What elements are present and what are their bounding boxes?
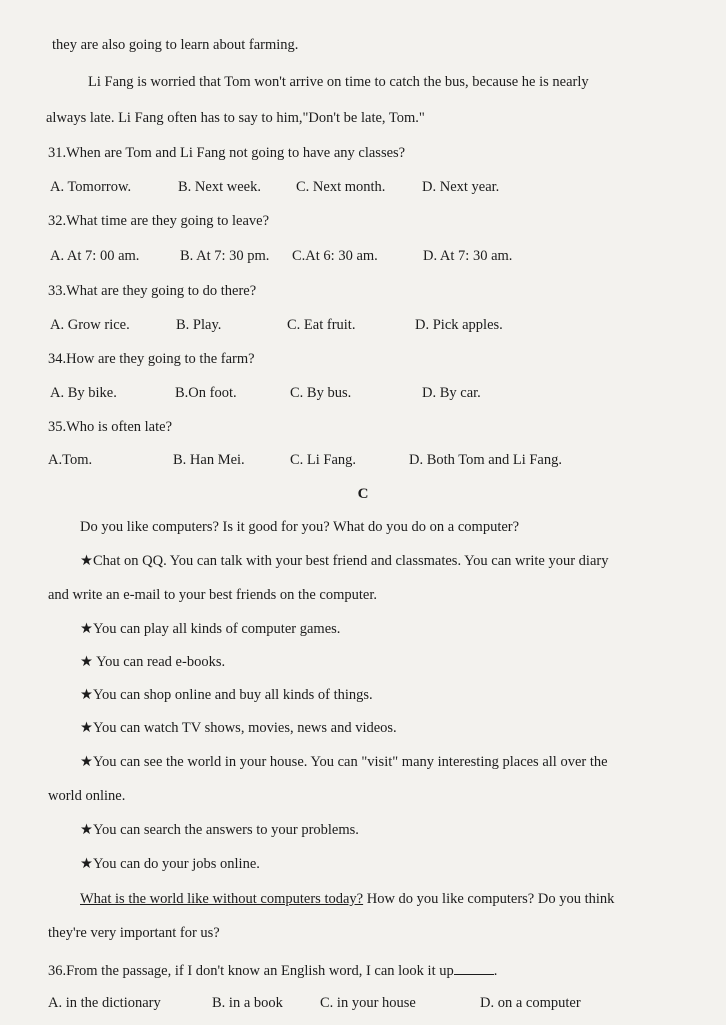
passage-c-intro: Do you like computers? Is it good for you? What do you do on a computer?: [80, 519, 520, 535]
question-34-stem: 34.How are they going to the farm?: [48, 351, 255, 367]
passage-paragraph-line: Li Fang is worried that Tom won't arrive on time to catch the bus, because he is nearly: [88, 74, 589, 90]
question-36-option-c: C. in your house: [320, 995, 416, 1011]
passage-c-bullet: ★You can play all kinds of computer games.: [80, 621, 341, 637]
question-36-option-b: B. in a book: [212, 995, 283, 1011]
question-33-option-c: C. Eat fruit.: [287, 317, 356, 333]
question-32-option-c: C.At 6: 30 am.: [292, 248, 378, 264]
question-32-stem: 32.What time are they going to leave?: [48, 213, 270, 229]
question-36-option-d: D. on a computer: [480, 995, 581, 1011]
question-34-option-b: B.On foot.: [175, 385, 237, 401]
question-33-option-b: B. Play.: [176, 317, 222, 333]
question-32-option-b: B. At 7: 30 pm.: [180, 248, 270, 264]
passage-c-bullet: ★Chat on QQ. You can talk with your best friend and classmates. You can write your diary: [80, 553, 609, 569]
question-36-stem-text: 36.From the passage, if I don't know an English word, I can look it up: [48, 963, 454, 979]
passage-c-bullet: ★You can do your jobs online.: [80, 856, 260, 872]
passage-c-bullet-continuation: and write an e-mail to your best friends on the computer.: [48, 587, 377, 603]
question-31-option-a: A. Tomorrow.: [50, 179, 132, 195]
question-35-option-b: B. Han Mei.: [173, 452, 245, 468]
question-32-option-d: D. At 7: 30 am.: [423, 248, 513, 264]
question-31-option-d: D. Next year.: [422, 179, 500, 195]
question-35-option-c: C. Li Fang.: [290, 452, 357, 468]
question-36-stem: [48, 962, 497, 979]
question-36-option-a: A. in the dictionary: [48, 995, 161, 1011]
passage-c-closing-continuation: they're very important for us?: [48, 925, 220, 941]
question-31-option-c: C. Next month.: [296, 179, 386, 195]
closing-underlined-question: What is the world like without computers today?: [80, 891, 364, 907]
passage-text-line: they are also going to learn about farming.: [52, 37, 299, 53]
question-32-option-a: A. At 7: 00 am.: [50, 248, 140, 264]
passage-c-bullet: ★You can watch TV shows, movies, news and videos.: [80, 720, 397, 736]
question-34-option-d: D. By car.: [422, 385, 481, 401]
question-36-stem-end: .: [493, 963, 498, 979]
question-34-option-c: C. By bus.: [290, 385, 352, 401]
passage-c-bullet-continuation: world online.: [48, 788, 126, 804]
passage-c-bullet: ★You can shop online and buy all kinds of things.: [80, 687, 373, 703]
passage-c-bullet: ★You can see the world in your house. You can "visit" many interesting places all over the: [80, 754, 608, 770]
passage-c-bullet: ★ You can read e-books.: [80, 654, 226, 670]
question-34-option-a: A. By bike.: [50, 385, 117, 401]
question-33-option-a: A. Grow rice.: [50, 317, 130, 333]
question-31-option-b: B. Next week.: [178, 179, 261, 195]
passage-c-closing: [80, 892, 614, 907]
question-35-option-d: D. Both Tom and Li Fang.: [409, 452, 562, 468]
closing-text: How do you like computers? Do you think: [363, 891, 615, 907]
question-31-stem: 31.When are Tom and Li Fang not going to have any classes?: [48, 145, 406, 161]
answer-blank: [454, 962, 494, 975]
passage-c-bullet: ★You can search the answers to your problems.: [80, 822, 359, 838]
section-heading: C: [357, 486, 369, 502]
question-33-option-d: D. Pick apples.: [415, 317, 503, 333]
question-33-stem: 33.What are they going to do there?: [48, 283, 257, 299]
passage-paragraph-line: always late. Li Fang often has to say to him,"Don't be late, Tom.": [46, 110, 425, 126]
question-35-stem: 35.Who is often late?: [48, 419, 173, 435]
question-35-option-a: A.Tom.: [48, 452, 93, 468]
